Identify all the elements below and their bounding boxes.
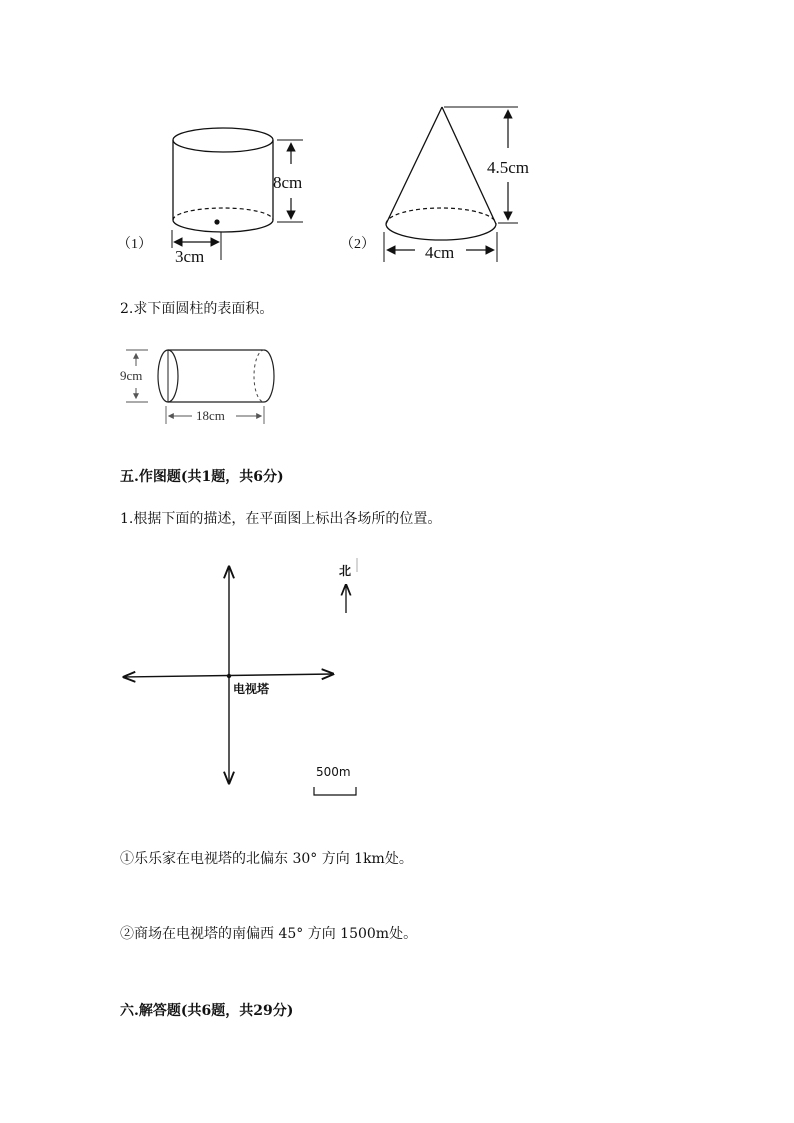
cone-height-label: 4.5cm	[487, 158, 530, 177]
map-north-label: 北	[339, 564, 352, 578]
item-2: ②商场在电视塔的南偏西 45° 方向 1500m处。	[120, 926, 418, 942]
question-5-1: 1.根据下面的描述，在平面图上标出各场所的位置。	[120, 511, 442, 527]
map-scale-label: 500m	[316, 765, 351, 779]
map-figure	[115, 555, 375, 805]
section-5-title: 五.作图题(共1题，共6分)	[120, 469, 284, 485]
cone-diameter-label: 4cm	[425, 243, 455, 262]
cylinder-height-label: 8cm	[273, 173, 303, 192]
cylinder-figure	[115, 120, 315, 270]
cone-figure	[340, 100, 560, 270]
cylinder-radius-label: 3cm	[175, 247, 205, 266]
lying-cylinder-diameter-label: 9cm	[120, 368, 143, 383]
cylinder-number-label: （1）	[117, 237, 152, 252]
question-4-2: 2.求下面圆柱的表面积。	[120, 301, 274, 317]
map-center-label: 电视塔	[233, 682, 270, 696]
item-1: ①乐乐家在电视塔的北偏东 30° 方向 1km处。	[120, 851, 413, 867]
lying-cylinder-figure	[118, 340, 288, 430]
section-6-title: 六.解答题(共6题，共29分)	[120, 1003, 294, 1019]
lying-cylinder-length-label: 18cm	[196, 408, 225, 423]
cone-number-label: （2）	[340, 237, 375, 252]
